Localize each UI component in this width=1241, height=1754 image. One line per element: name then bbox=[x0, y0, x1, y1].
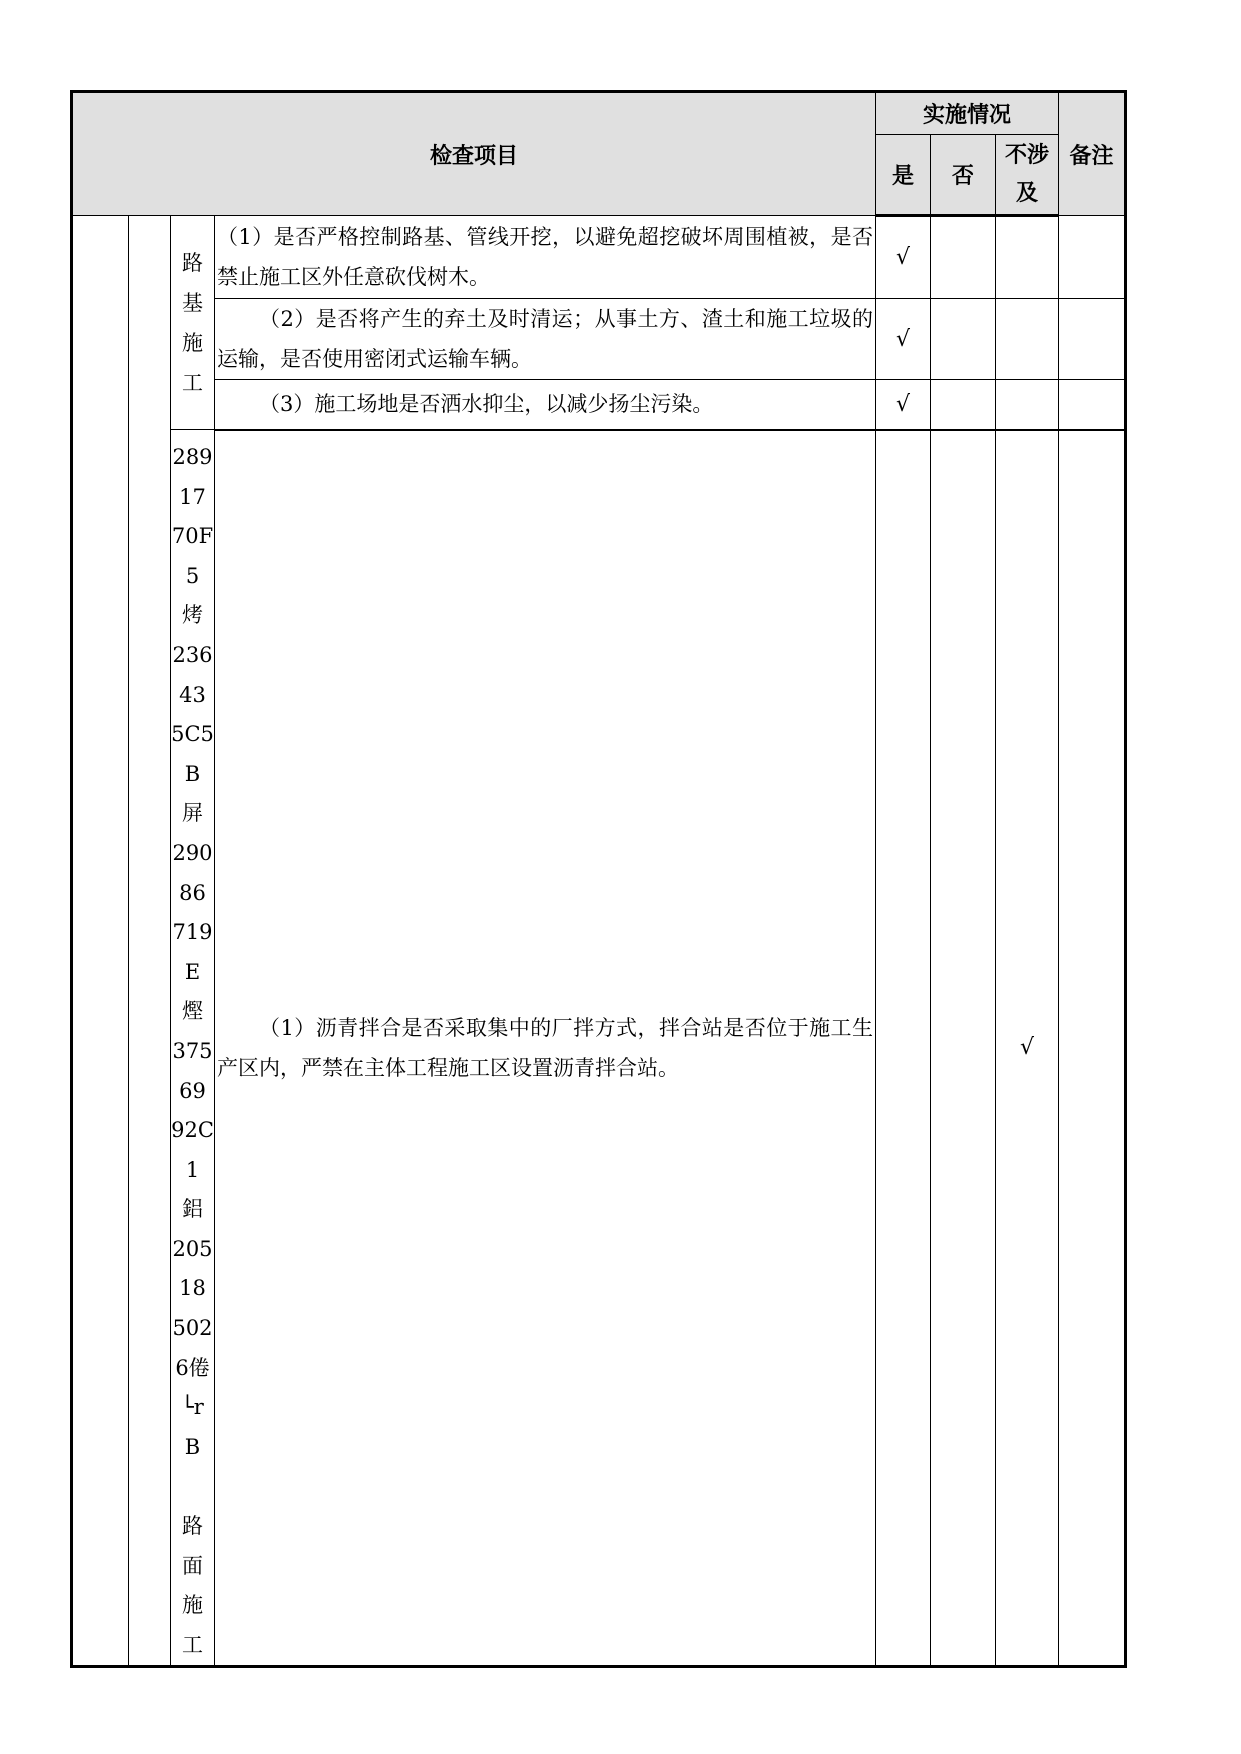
remark-cell bbox=[1059, 430, 1126, 1667]
item-text: （2）是否将产生的弃土及时清运；从事土方、渣土和施工垃圾的运输，是否使用密闭式运输车辆。 bbox=[215, 299, 876, 380]
yes-check: √ bbox=[876, 380, 931, 430]
table-row bbox=[72, 216, 1126, 299]
no-check bbox=[931, 430, 996, 1667]
category-pavement: 289 17 70F 5 烤 236 43 5C5 B 屏 290 86 719 E 熞 375 69 92C 1 鋁 205 18 502 6倦 └r B 路 面 施 工 bbox=[171, 430, 215, 1667]
item-text: （3）施工场地是否洒水抑尘，以减少扬尘污染。 bbox=[215, 380, 876, 430]
inspection-table bbox=[70, 90, 1127, 1668]
na-check bbox=[996, 380, 1059, 430]
table-row bbox=[72, 430, 1126, 1667]
na-check: √ bbox=[996, 430, 1059, 1667]
header-remarks: 备注 bbox=[1059, 92, 1126, 216]
remark-cell bbox=[1059, 216, 1126, 299]
table-row bbox=[72, 380, 1126, 430]
header-check-item: 检查项目 bbox=[72, 92, 876, 216]
category-subgrade: 路基施工 bbox=[171, 216, 215, 430]
no-check bbox=[931, 380, 996, 430]
header-yes: 是 bbox=[876, 135, 931, 216]
yes-check: √ bbox=[876, 299, 931, 380]
blank-cell bbox=[129, 216, 171, 1667]
na-check bbox=[996, 216, 1059, 299]
table-row bbox=[72, 299, 1126, 380]
item-text: （1）是否严格控制路基、管线开挖，以避免超挖破坏周围植被，是否禁止施工区外任意砍伐树木。 bbox=[215, 216, 876, 299]
header-not-applicable: 不涉及 bbox=[996, 135, 1059, 216]
yes-check bbox=[876, 430, 931, 1667]
no-check bbox=[931, 299, 996, 380]
header-no: 否 bbox=[931, 135, 996, 216]
item-text: （1）沥青拌合是否采取集中的厂拌方式，拌合站是否位于施工生产区内，严禁在主体工程施工区设置沥青拌合站。 bbox=[215, 430, 876, 1667]
header-implementation: 实施情况 bbox=[876, 92, 1059, 135]
blank-cell bbox=[72, 216, 129, 1667]
no-check bbox=[931, 216, 996, 299]
remark-cell bbox=[1059, 380, 1126, 430]
remark-cell bbox=[1059, 299, 1126, 380]
na-check bbox=[996, 299, 1059, 380]
yes-check: √ bbox=[876, 216, 931, 299]
